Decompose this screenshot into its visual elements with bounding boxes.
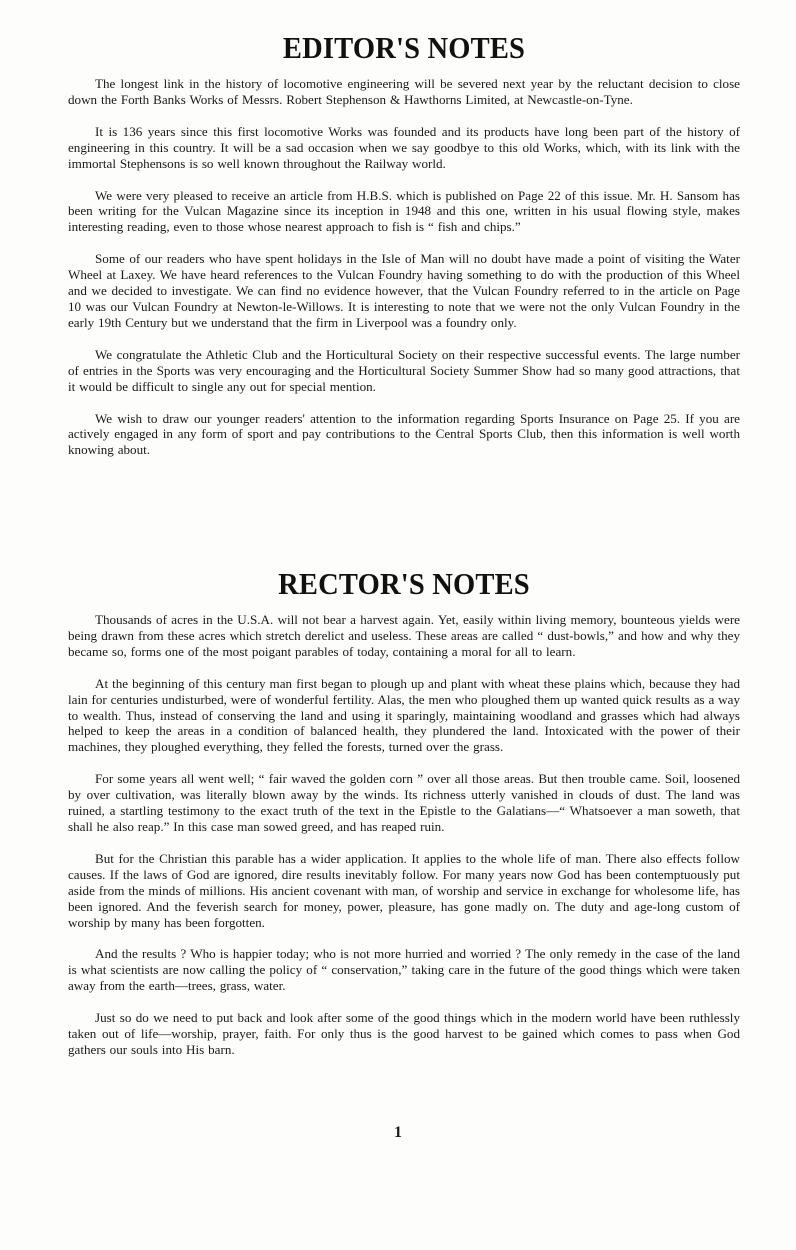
paragraph: The longest link in the history of locomotive engineering will be severed next year by the reluctant decision to close down the Forth Banks Works of Messrs. Robert Stephenson & Hawthorns Limited, at Newcastle-on-Tyne. [68,76,740,107]
paragraph: Some of our readers who have spent holidays in the Isle of Man will no doubt have made a point of visiting the Water Wheel at Laxey. We have heard references to the Vulcan Foundry having something to do with the production of this Wheel and we decided to investigate. We can find no evidence however, that the Vulcan Foundry referred to in the article on Page 10 was our Vulcan Foundry at Newton-le-Willows. It is interesting to note that we were not the only Vulcan Foundry in the early 19th Century but we understand that the firm in Liverpool was a foundry only. [68,251,740,330]
editors-notes-section [68,30,740,474]
paragraph: We congratulate the Athletic Club and the Horticultural Society on their respective successful events. The large number of entries in the Sports was very encouraging and the Horticultural Society Summer Show had so many good attractions, that it would be difficult to single any out for special mention. [68,346,740,394]
paragraph: For some years all went well; “ fair waved the golden corn ” over all those areas. But then trouble came. Soil, loosened by over cultivation, was literally blown away by the winds. Its richness utterly vanished in clouds of dust. The land was ruined, a startling testimony to the exact truth of the text in the Epistle to the Galatians—“ Whatsoever a man soweth, that shall he also reap.” In this case man sowed greed, and has reaped ruin. [68,771,740,834]
paragraph: Just so do we need to put back and look after some of the good things which in the modern world have been ruthlessly taken out of life—worship, prayer, faith. For only thus is the good harvest to be gained which comes to pass when God gathers our souls into His barn. [68,1010,740,1057]
paragraph: It is 136 years since this first locomotive Works was founded and its products have long been part of the history of engineering in this country. It will be a sad occasion when we say goodbye to this old Works, which, with its link with the immortal Stephensons is so well known throughout the Railway world. [68,123,740,171]
paragraph: Thousands of acres in the U.S.A. will not bear a harvest again. Yet, easily within living memory, bounteous yields were being drawn from these acres which stretch derelict and useless. These areas are called “ dust-bowls,” and how and why they became so, forms one of the most poigant parables of today, containing a moral for all to learn. [68,612,740,659]
paragraph: We wish to draw our younger readers' attention to the information regarding Sports Insurance on Page 25. If you are actively engaged in any form of sport and pay contributions to the Central Sports Club, then this information is well worth knowing about. [68,410,740,458]
rectors-notes-section [68,566,740,1074]
paragraph: At the beginning of this century man first began to plough up and plant with wheat these plains which, because they had lain for centuries undisturbed, were of wonderful fertility. Alas, the men who ploughed them up wanted quick results as a way to wealth. Thus, instead of conserving the land and using it sparingly, maintaining woodland and grasses which had always helped to keep the areas in a condition of balanced health, they plundered the land. Intoxicated with the power of their machines, they ploughed everything, they felled the forests, turned over the grass. [68,675,740,755]
page-number: 1 [394,1124,402,1141]
paragraph: We were very pleased to receive an article from H.B.S. which is published on Page 22 of this issue. Mr. H. Sansom has been writing for the Vulcan Magazine since its inception in 1948 and this one, written in his usual flowing style, makes interesting reading, even to those whose nearest approach to fish is “ fish and chips.” [68,187,740,235]
rectors-notes-heading: RECTOR'S NOTES [278,566,530,601]
editors-notes-heading: EDITOR'S NOTES [282,30,526,65]
paragraph: And the results ? Who is happier today; who is not more hurried and worried ? The only remedy in the case of the land is what scientists are now calling the policy of “ conservation,” taking care in the future of the good things which were taken away from the earth—trees, grass, water. [68,946,740,994]
paragraph: But for the Christian this parable has a wider application. It applies to the whole life of man. There also effects follow causes. If the laws of God are ignored, dire results inevitably follow. For many years now God has been contemptuously put aside from the minds of millions. His ancient covenant with man, of worship and service in exchange for wholesome life, has been ignored. And the feverish search for money, power, pleasure, has gone madly on. The duty and age-long custom of worship by many has been forgotten. [68,850,740,930]
